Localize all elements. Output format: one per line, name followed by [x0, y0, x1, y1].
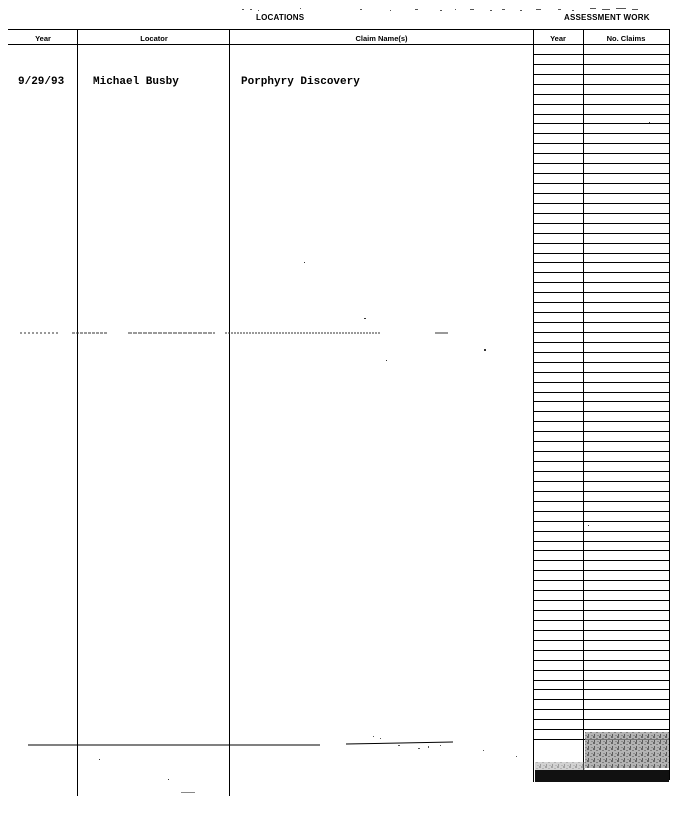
bottom-rule-artifact	[28, 736, 534, 758]
scan-speck	[588, 525, 589, 526]
header-no-claims: No. Claims	[606, 34, 646, 43]
assessment-work-title: ASSESSMENT WORK	[564, 13, 650, 22]
entry-locator: Michael Busby	[93, 76, 179, 88]
scan-speck	[649, 122, 650, 123]
header-assessment-year: Year	[550, 34, 566, 43]
scan-speck	[364, 318, 366, 319]
scan-speck	[386, 360, 387, 361]
column-rule-locator	[229, 30, 230, 796]
header-claim-names: Claim Name(s)	[355, 34, 408, 43]
locations-title: LOCATIONS	[256, 13, 305, 22]
header-locator: Locator	[140, 34, 168, 43]
scan-smudge-lower-right	[533, 730, 671, 786]
scan-speck	[484, 349, 486, 351]
entry-claim-name: Porphyry Discovery	[241, 76, 360, 88]
header-year: Year	[35, 34, 51, 43]
scan-speck	[168, 779, 169, 780]
scan-speck	[99, 759, 100, 760]
assessment-ruled-grid	[533, 44, 670, 784]
scan-speck	[181, 792, 195, 793]
mid-page-dashed-artifact	[20, 330, 460, 336]
entry-date: 9/29/93	[18, 76, 65, 88]
column-rule-year	[77, 30, 78, 796]
scan-speck	[304, 262, 305, 263]
top-scan-noise	[240, 6, 670, 18]
header-top-rule	[8, 29, 670, 30]
